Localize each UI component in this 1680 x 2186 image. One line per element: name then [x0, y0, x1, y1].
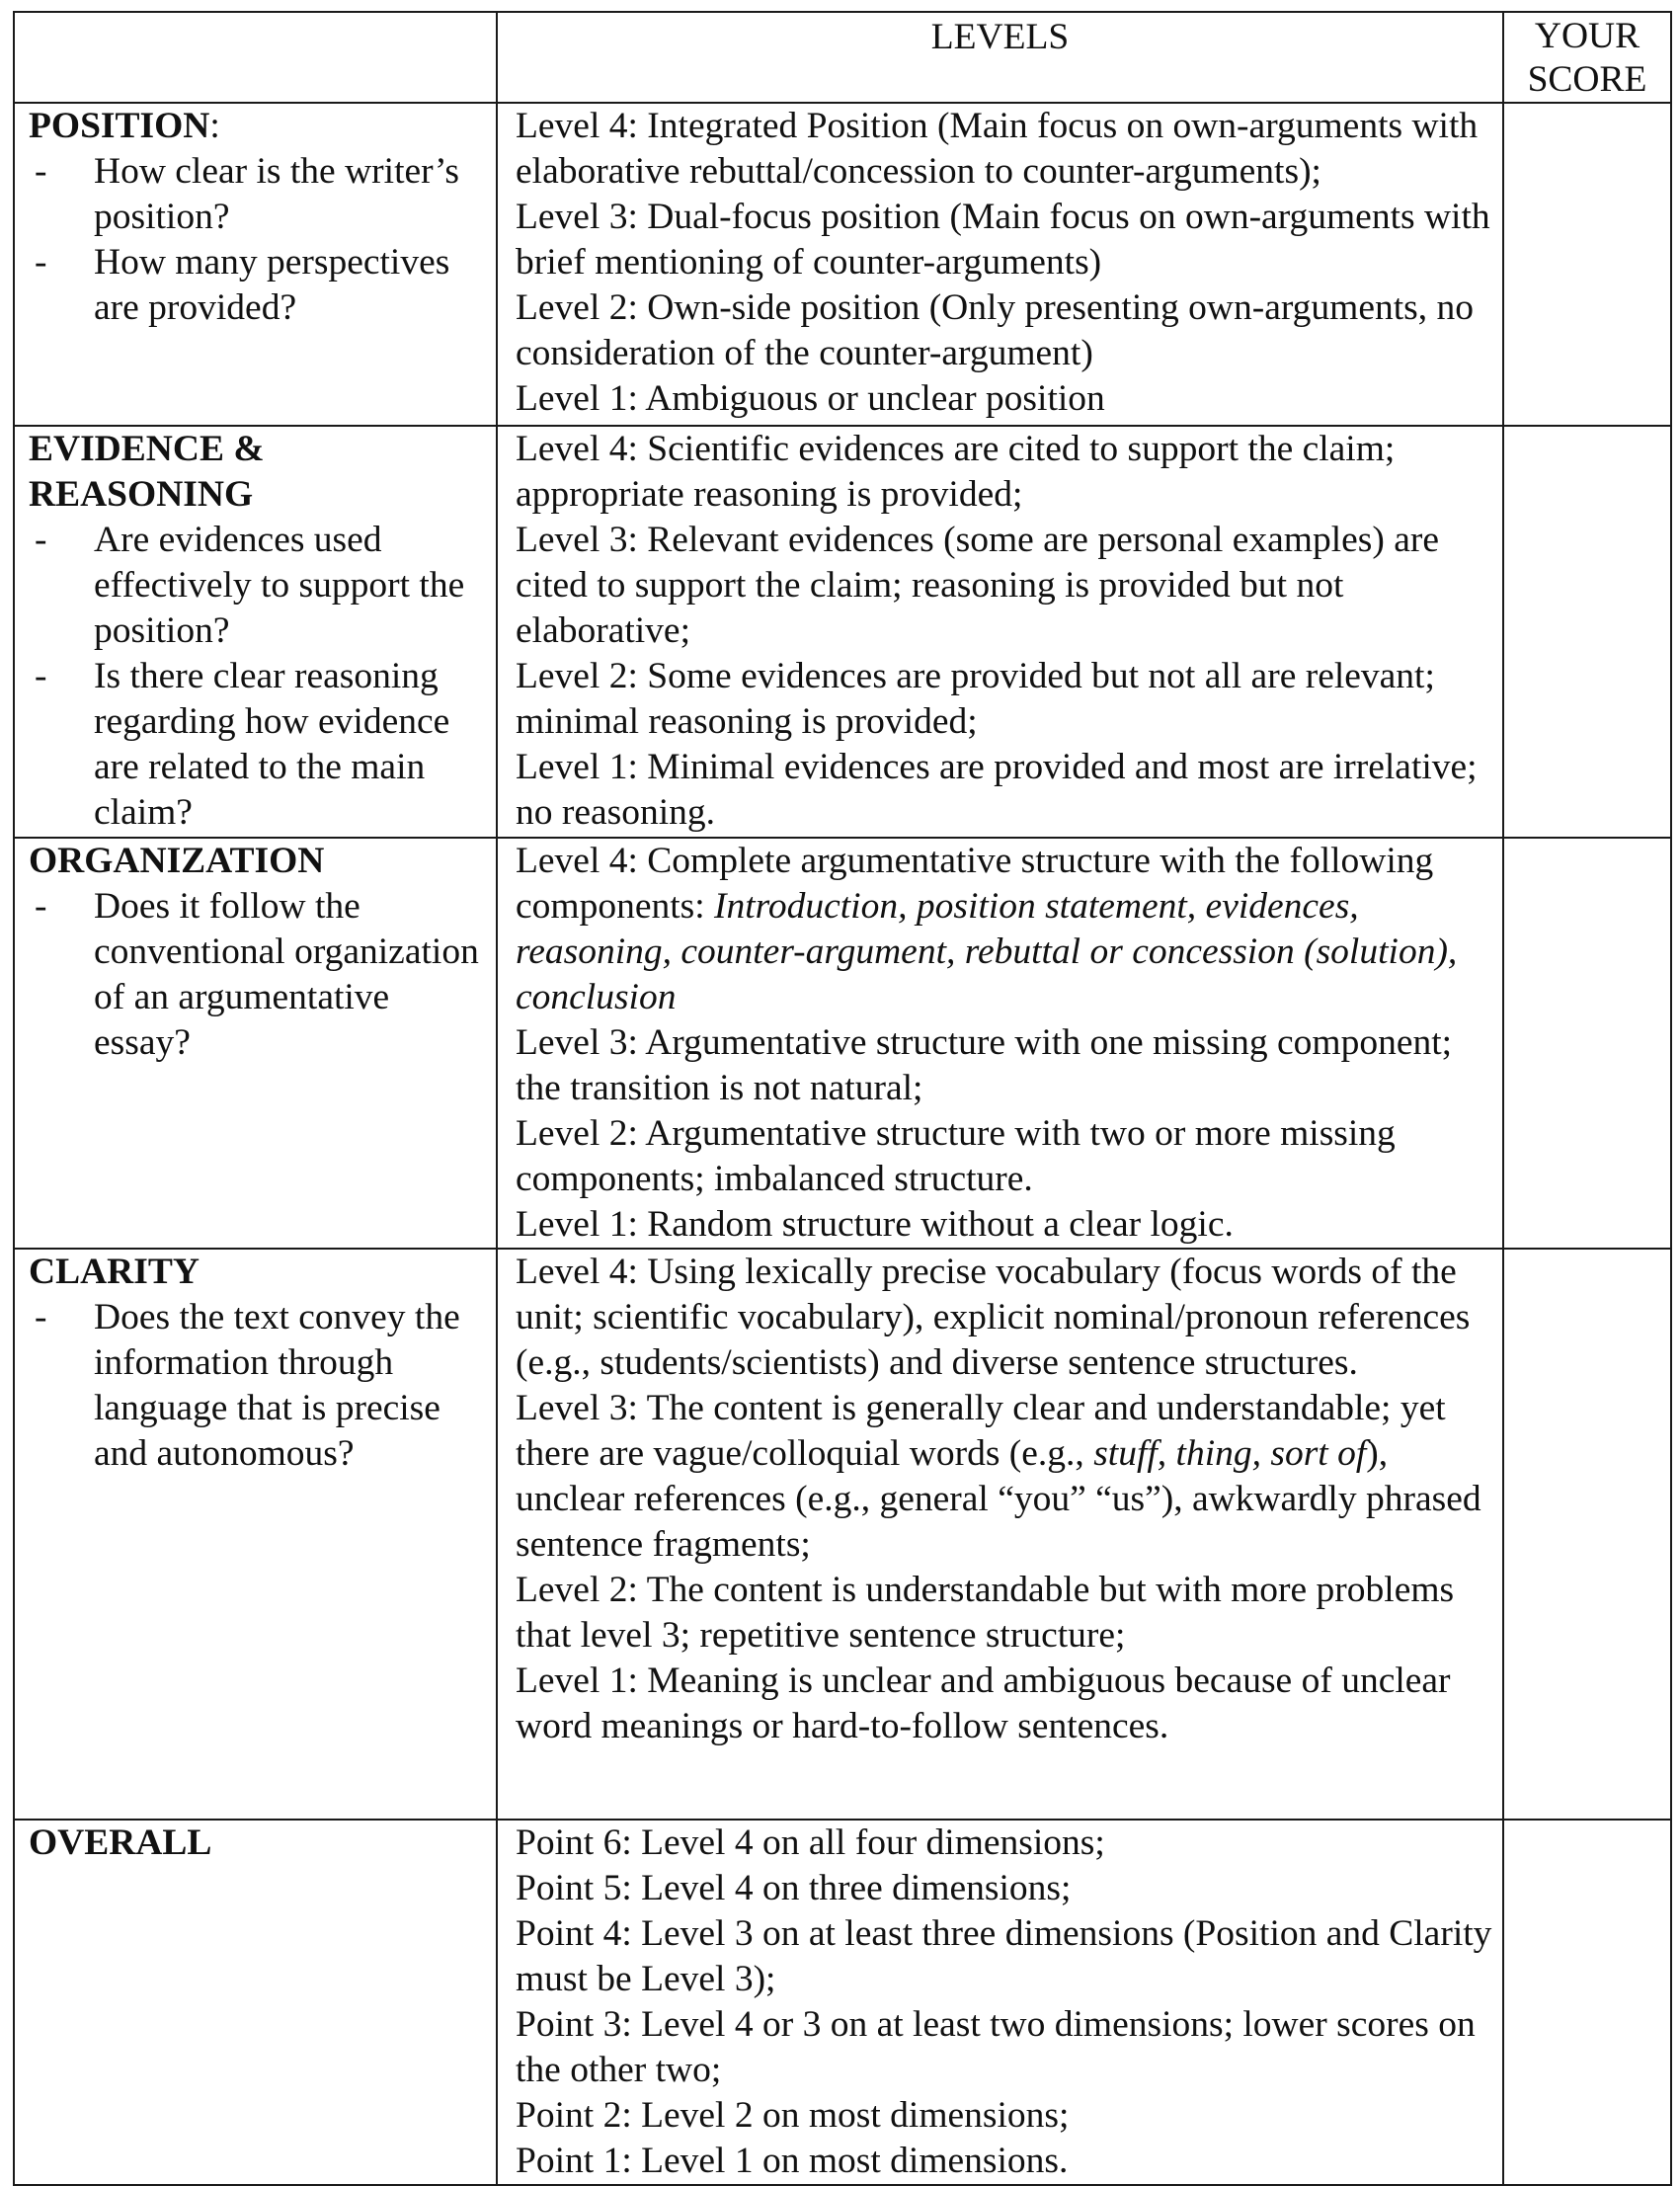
bullet-dash: - [35, 886, 47, 927]
criterion-title-overall: OVERALL [29, 1822, 212, 1863]
level-4-description [516, 839, 1494, 1020]
criterion-question-text: How many perspectives are provided? [94, 242, 450, 328]
your-score-header-line1: YOUR [1534, 16, 1640, 56]
header-row [14, 12, 1671, 103]
level-4-description: Level 4: Integrated Position (Main focus on own-arguments with elaborative rebuttal/concession to counter-arguments); [516, 106, 1479, 192]
level-2-description: Level 2: Argumentative structure with two or more missing components; imbalanced structure. [516, 1113, 1396, 1199]
criterion-question-text: Does the text convey the information through language that is precise and autonomous? [94, 1297, 460, 1474]
criterion-cell-clarity [14, 1249, 497, 1820]
level-4-components-italic: Introduction, position statement, evidences, reasoning, counter-argument, rebuttal or concession (solution), conclusion [516, 886, 1458, 1017]
score-cell-evidence-reasoning[interactable] [1503, 426, 1671, 838]
point-4-description: Point 4: Level 3 on at least three dimensions (Position and Clarity must be Level 3); [516, 1913, 1492, 1999]
score-cell-position[interactable] [1503, 103, 1671, 426]
criterion-question [29, 240, 490, 331]
levels-cell-clarity [497, 1249, 1503, 1820]
levels-cell-position [497, 103, 1503, 426]
criterion-question [29, 884, 490, 1066]
bullet-dash: - [35, 520, 47, 560]
level-3-description: Level 3: Relevant evidences (some are personal examples) are cited to support the claim; reasoning is provided but not elaborative; [516, 520, 1439, 651]
scoring-rubric-table [13, 11, 1672, 2186]
levels-cell-organization [497, 838, 1503, 1249]
criterion-title-colon: : [209, 106, 220, 146]
criterion-title-organization: ORGANIZATION [29, 841, 325, 881]
level-2-description: Level 2: The content is understandable but with more problems that level 3; repetitive sentence structure; [516, 1570, 1455, 1656]
point-6-description: Point 6: Level 4 on all four dimensions; [516, 1822, 1105, 1863]
criterion-title-line2: REASONING [29, 474, 254, 515]
criterion-question [29, 1295, 490, 1477]
rubric-row-organization [14, 838, 1671, 1249]
levels-cell-evidence-reasoning [497, 426, 1503, 838]
level-1-description: Level 1: Ambiguous or unclear position [516, 378, 1105, 419]
rubric-row-overall [14, 1820, 1671, 2185]
point-2-description: Point 2: Level 2 on most dimensions; [516, 2095, 1070, 2136]
criteria-header-cell [14, 12, 497, 103]
level-2-description: Level 2: Some evidences are provided but not all are relevant; minimal reasoning is provided; [516, 656, 1435, 742]
criterion-cell-organization [14, 838, 497, 1249]
level-3-description [516, 1386, 1494, 1568]
your-score-header-line2: SCORE [1527, 59, 1647, 100]
rubric-row-clarity [14, 1249, 1671, 1820]
criterion-question-text: Does it follow the conventional organization of an argumentative essay? [94, 886, 479, 1063]
score-cell-clarity[interactable] [1503, 1249, 1671, 1820]
level-2-description: Level 2: Own-side position (Only presenting own-arguments, no consideration of the counter-argument) [516, 287, 1474, 373]
criterion-question-text: Is there clear reasoning regarding how evidence are related to the main claim? [94, 656, 450, 833]
level-3-description: Level 3: Argumentative structure with one missing component; the transition is not natural; [516, 1022, 1453, 1108]
criterion-title-line1: EVIDENCE & [29, 429, 265, 469]
criterion-question [29, 518, 490, 654]
level-3-examples-italic: stuff, thing, sort of [1093, 1433, 1367, 1474]
rubric-row-position [14, 103, 1671, 426]
bullet-dash: - [35, 656, 47, 696]
level-4-description: Level 4: Using lexically precise vocabulary (focus words of the unit; scientific vocabulary), explicit nominal/pronoun references (e.g., students/scientists) and diverse sentence structures. [516, 1252, 1471, 1383]
bullet-dash: - [35, 242, 47, 283]
rubric-row-evidence-reasoning [14, 426, 1671, 838]
your-score-header [1503, 12, 1671, 103]
criterion-title-text: POSITION [29, 106, 210, 146]
criterion-question-text: Are evidences used effectively to support the position? [94, 520, 465, 651]
score-cell-overall[interactable] [1503, 1820, 1671, 2185]
criterion-cell-position [14, 103, 497, 426]
level-3-text-start: Level 3: The content is generally clear and understandable; yet there are vague/colloquial words (e.g., [516, 1388, 1446, 1474]
level-1-description: Level 1: Random structure without a clear logic. [516, 1204, 1234, 1245]
point-3-description: Point 3: Level 4 or 3 on at least two dimensions; lower scores on the other two; [516, 2004, 1476, 2090]
levels-header: LEVELS [497, 12, 1503, 103]
level-3-text-end: ), unclear references (e.g., general “you” “us”), awkwardly phrased sentence fragments; [516, 1433, 1481, 1565]
level-1-description: Level 1: Minimal evidences are provided and most are irrelative; no reasoning. [516, 747, 1478, 833]
bullet-dash: - [35, 151, 47, 192]
criterion-question-text: How clear is the writer’s position? [94, 151, 460, 237]
level-4-description: Level 4: Scientific evidences are cited to support the claim; appropriate reasoning is provided; [516, 429, 1396, 515]
score-cell-organization[interactable] [1503, 838, 1671, 1249]
point-5-description: Point 5: Level 4 on three dimensions; [516, 1868, 1072, 1908]
bullet-dash: - [35, 1297, 47, 1337]
criterion-question [29, 149, 490, 240]
levels-cell-overall [497, 1820, 1503, 2185]
level-4-text: Level 4: Complete argumentative structure with the following components: [516, 841, 1434, 927]
criterion-title-position [29, 104, 490, 149]
level-1-description: Level 1: Meaning is unclear and ambiguous because of unclear word meanings or hard-to-follow sentences. [516, 1660, 1451, 1746]
criterion-question [29, 654, 490, 836]
criterion-title-clarity: CLARITY [29, 1252, 200, 1292]
criterion-cell-overall [14, 1820, 497, 2185]
point-1-description: Point 1: Level 1 on most dimensions. [516, 2141, 1069, 2181]
level-3-description: Level 3: Dual-focus position (Main focus on own-arguments with brief mentioning of counter-arguments) [516, 197, 1490, 283]
criterion-cell-evidence-reasoning [14, 426, 497, 838]
